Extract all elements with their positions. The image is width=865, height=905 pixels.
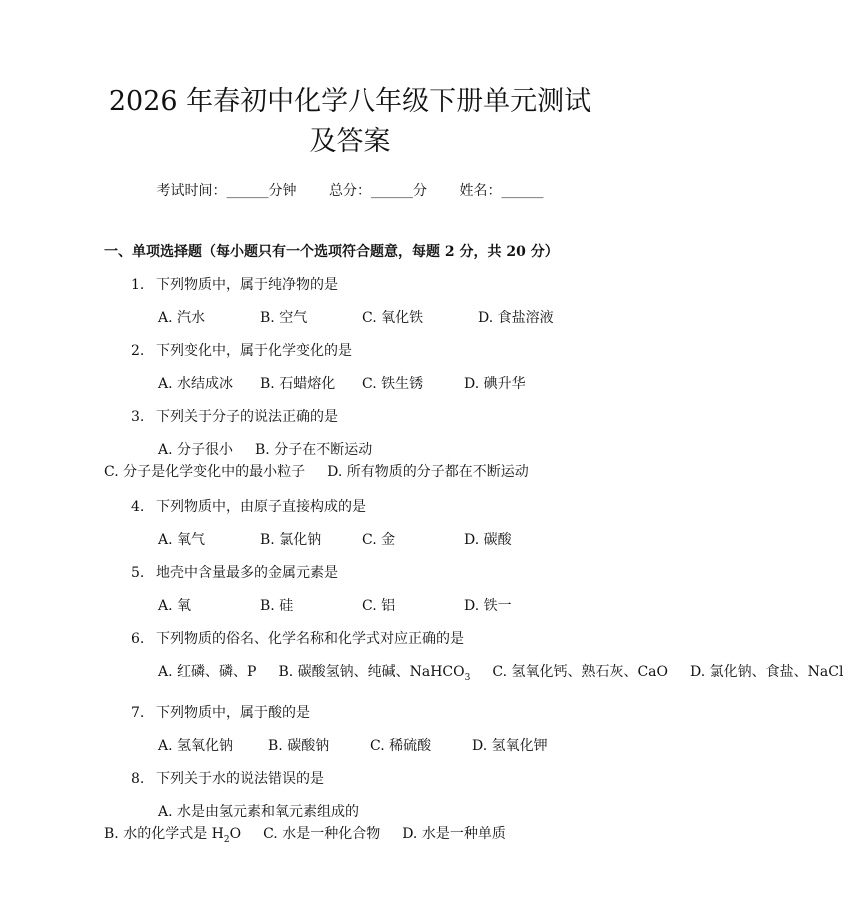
option-b: B. 碳酸氢钠、纯碱、NaHCO$_3$	[278, 664, 471, 683]
question-7: 7. 下列物质中，属于酸的是 A. 氢氧化钠 B. 碳酸钠 C. 稀硫酸 D. 氢氧化钾	[104, 702, 596, 755]
option-a: A. 红磷、磷、P	[158, 664, 257, 680]
total-score: 总分：______分	[329, 183, 427, 199]
option-d: D. 氢氧化钾	[472, 737, 548, 754]
option-d: D. 碳酸	[464, 532, 512, 548]
option-d: D. 所有物质的分子都在不断运动	[327, 464, 529, 480]
option-a: A. 分子很小	[158, 442, 234, 458]
question-2: 2. 下列变化中，属于化学变化的是 A. 水结成冰 B. 石蜡熔化 C. 铁生锈 D. 碘升华	[104, 340, 596, 393]
option-c: C. 稀硫酸	[370, 737, 432, 754]
exam-meta	[104, 180, 596, 200]
option-b: B. 石蜡熔化	[260, 376, 336, 392]
option-a: A. 氧气	[158, 532, 206, 548]
option-c: C. 金	[362, 532, 396, 548]
exam-time: 考试时间：______分钟	[156, 183, 297, 199]
option-a: A. 水结成冰	[158, 376, 234, 392]
option-d: D. 水是一种单质	[402, 825, 506, 842]
option-a: A. 汽水	[158, 310, 206, 326]
option-d: D. 铁一	[464, 598, 512, 614]
options	[104, 439, 596, 483]
option-a: A. 氧	[158, 598, 192, 614]
option-c: C. 铁生锈	[362, 376, 424, 392]
options	[104, 307, 596, 327]
option-c: C. 分子是化学变化中的最小粒子	[104, 464, 306, 480]
question-1: 1. 下列物质中，属于纯净物的是 A. 汽水 B. 空气 C. 氧化铁 D. 食盐溶液	[104, 274, 596, 327]
options	[104, 801, 596, 851]
question-8: 8. 下列关于水的说法错误的是 A. 水是由氢元素和氧元素组成的B. 水的化学式是 $H_2O$ C. 水是一种化合物 D. 水是一种单质	[104, 768, 596, 851]
option-c: C. 氧化铁	[362, 310, 424, 326]
option-a: A. 水是由氢元素和氧元素组成的	[158, 803, 360, 820]
question-4: 4. 下列物质中，由原子直接构成的是 A. 氧气 B. 氯化钠 C. 金 D. 碳酸	[104, 496, 596, 549]
option-b: B. 空气	[260, 310, 308, 326]
option-b: B. 碳酸钠	[268, 737, 330, 754]
option-c: C. 氢氧化钙、熟石灰、CaO	[492, 664, 669, 680]
options	[104, 735, 596, 755]
option-a: A. 氢氧化钠	[158, 737, 234, 754]
option-d: D. 氯化钠、食盐、NaCl	[690, 664, 844, 680]
option-c: C. 铝	[362, 598, 396, 614]
option-c: C. 水是一种化合物	[263, 825, 381, 842]
options	[104, 529, 596, 549]
question-5: 5. 地壳中含量最多的金属元素是 A. 氧 B. 硅 C. 铝 D. 铁一	[104, 562, 596, 615]
section-heading: 一、单项选择题（每小题只有一个选项符合题意，每题 2 分，共 20 分）	[104, 244, 559, 260]
option-d: D. 碘升华	[464, 376, 526, 392]
option-b: B. 硅	[260, 598, 294, 614]
option-b: B. 分子在不断运动	[255, 442, 373, 458]
options	[104, 373, 596, 393]
options	[104, 595, 596, 615]
question-3: 3. 下列关于分子的说法正确的是 A. 分子很小 B. 分子在不断运动C. 分子是化学变化中的最小粒子 D. 所有物质的分子都在不断运动	[104, 406, 596, 483]
student-name: 姓名：______	[459, 183, 544, 199]
question-6: 6. 下列物质的俗名、化学名称和化学式对应正确的是 A. 红磷、磷、P B. 碳酸氢钠、纯碱、NaHCO$_3$ C. 氢氧化钙、熟石灰、CaO D. 氯化钠、食盐、NaCl	[104, 628, 596, 689]
options	[104, 661, 844, 689]
option-b: B. 氯化钠	[260, 532, 322, 548]
option-d: D. 食盐溶液	[478, 310, 554, 326]
option-b: B. 水的化学式是 $H_2O$	[104, 825, 242, 845]
page-title: 2026 年春初中化学八年级下册单元测试及答案	[108, 86, 592, 157]
